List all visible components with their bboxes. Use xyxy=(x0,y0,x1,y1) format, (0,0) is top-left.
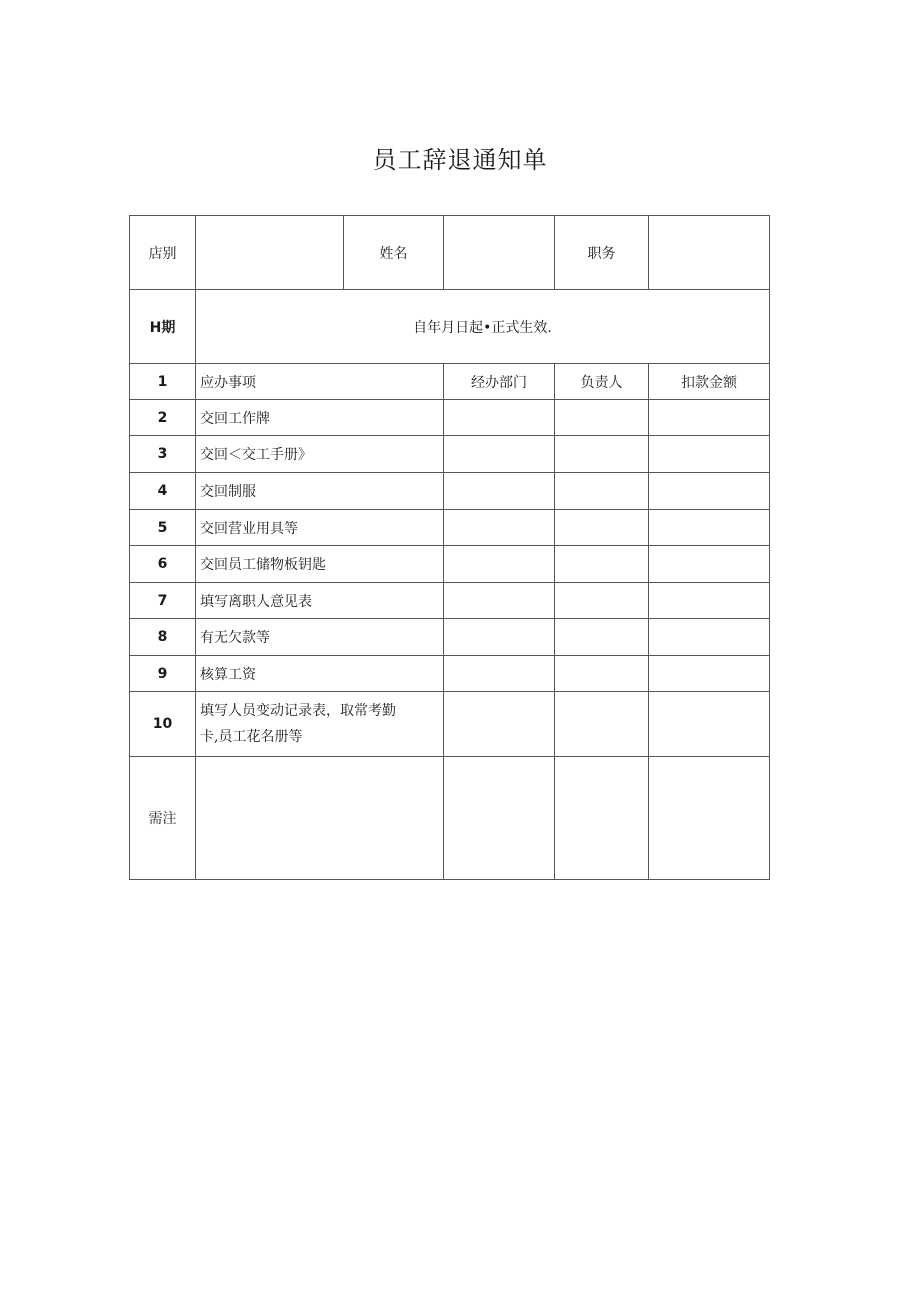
item-text: 交回工作牌 xyxy=(196,400,444,436)
item-number: 4 xyxy=(130,473,196,510)
person-cell[interactable] xyxy=(555,473,649,510)
table-row xyxy=(130,364,770,400)
item-text: 交回员工储物板钥匙 xyxy=(196,546,444,583)
page-title: 员工辞退通知单 xyxy=(372,146,548,174)
person-cell[interactable] xyxy=(555,692,649,757)
item-text: 有无欠款等 xyxy=(196,619,444,656)
store-value-cell[interactable] xyxy=(196,216,344,290)
dept-cell[interactable] xyxy=(444,436,555,473)
item-number: 8 xyxy=(130,619,196,656)
table-row xyxy=(130,510,770,546)
item-number: 7 xyxy=(130,583,196,619)
item-number: 1 xyxy=(130,364,196,400)
dept-cell[interactable] xyxy=(444,656,555,692)
dept-cell[interactable] xyxy=(444,473,555,510)
item-text: 核算工资 xyxy=(196,656,444,692)
person-cell[interactable] xyxy=(555,436,649,473)
table-row xyxy=(130,436,770,473)
person-cell[interactable] xyxy=(555,400,649,436)
item-number: 5 xyxy=(130,510,196,546)
remarks-cell[interactable] xyxy=(196,757,444,880)
amount-cell[interactable] xyxy=(649,692,770,757)
dept-cell[interactable] xyxy=(444,583,555,619)
item-text: 交回营业用具等 xyxy=(196,510,444,546)
column-header-person: 负责人 xyxy=(555,364,649,400)
person-cell[interactable] xyxy=(555,583,649,619)
column-header-dept: 经办部门 xyxy=(444,364,555,400)
table-row xyxy=(130,400,770,436)
table-row xyxy=(130,546,770,583)
date-row xyxy=(130,290,770,364)
name-value-cell[interactable] xyxy=(444,216,555,290)
remarks-row xyxy=(130,757,770,880)
amount-cell[interactable] xyxy=(649,510,770,546)
item-text-line: 填写人员变动记录表，取常考勤 xyxy=(200,703,396,719)
item-number: 3 xyxy=(130,436,196,473)
column-header-amount: 扣款金额 xyxy=(649,364,770,400)
person-cell[interactable] xyxy=(555,656,649,692)
remarks-label: 需注 xyxy=(130,757,196,880)
dept-cell[interactable] xyxy=(444,400,555,436)
item-text: 交回制服 xyxy=(196,473,444,510)
position-label: 职务 xyxy=(555,216,649,290)
dept-cell[interactable] xyxy=(444,510,555,546)
item-text-line: 卡,员工花名册等 xyxy=(200,729,303,745)
amount-cell[interactable] xyxy=(649,473,770,510)
date-label: H期 xyxy=(130,290,196,364)
dept-cell[interactable] xyxy=(444,619,555,656)
table-row xyxy=(130,583,770,619)
amount-cell[interactable] xyxy=(649,546,770,583)
dept-cell[interactable] xyxy=(444,692,555,757)
dept-cell[interactable] xyxy=(444,546,555,583)
header-row xyxy=(130,216,770,290)
remarks-person-cell[interactable] xyxy=(555,757,649,880)
amount-cell[interactable] xyxy=(649,619,770,656)
table-row xyxy=(130,656,770,692)
table-row xyxy=(130,473,770,510)
item-number: 10 xyxy=(130,692,196,757)
person-cell[interactable] xyxy=(555,546,649,583)
item-text: 交回＜交工手册》 xyxy=(196,436,444,473)
name-label: 姓名 xyxy=(344,216,444,290)
amount-cell[interactable] xyxy=(649,436,770,473)
person-cell[interactable] xyxy=(555,619,649,656)
remarks-amount-cell[interactable] xyxy=(649,757,770,880)
table-row xyxy=(130,692,770,757)
item-number: 2 xyxy=(130,400,196,436)
amount-cell[interactable] xyxy=(649,583,770,619)
amount-cell[interactable] xyxy=(649,656,770,692)
item-number: 6 xyxy=(130,546,196,583)
position-value-cell[interactable] xyxy=(649,216,770,290)
item-number: 9 xyxy=(130,656,196,692)
table-row xyxy=(130,619,770,656)
item-text: 应办事项 xyxy=(196,364,444,400)
store-label: 店别 xyxy=(130,216,196,290)
remarks-dept-cell[interactable] xyxy=(444,757,555,880)
item-text: 填写离职人意见表 xyxy=(196,583,444,619)
amount-cell[interactable] xyxy=(649,400,770,436)
effective-date-text[interactable]: 自年月日起•正式生效. xyxy=(196,290,770,364)
item-text xyxy=(196,692,444,757)
person-cell[interactable] xyxy=(555,510,649,546)
dismissal-form-table xyxy=(129,215,770,880)
